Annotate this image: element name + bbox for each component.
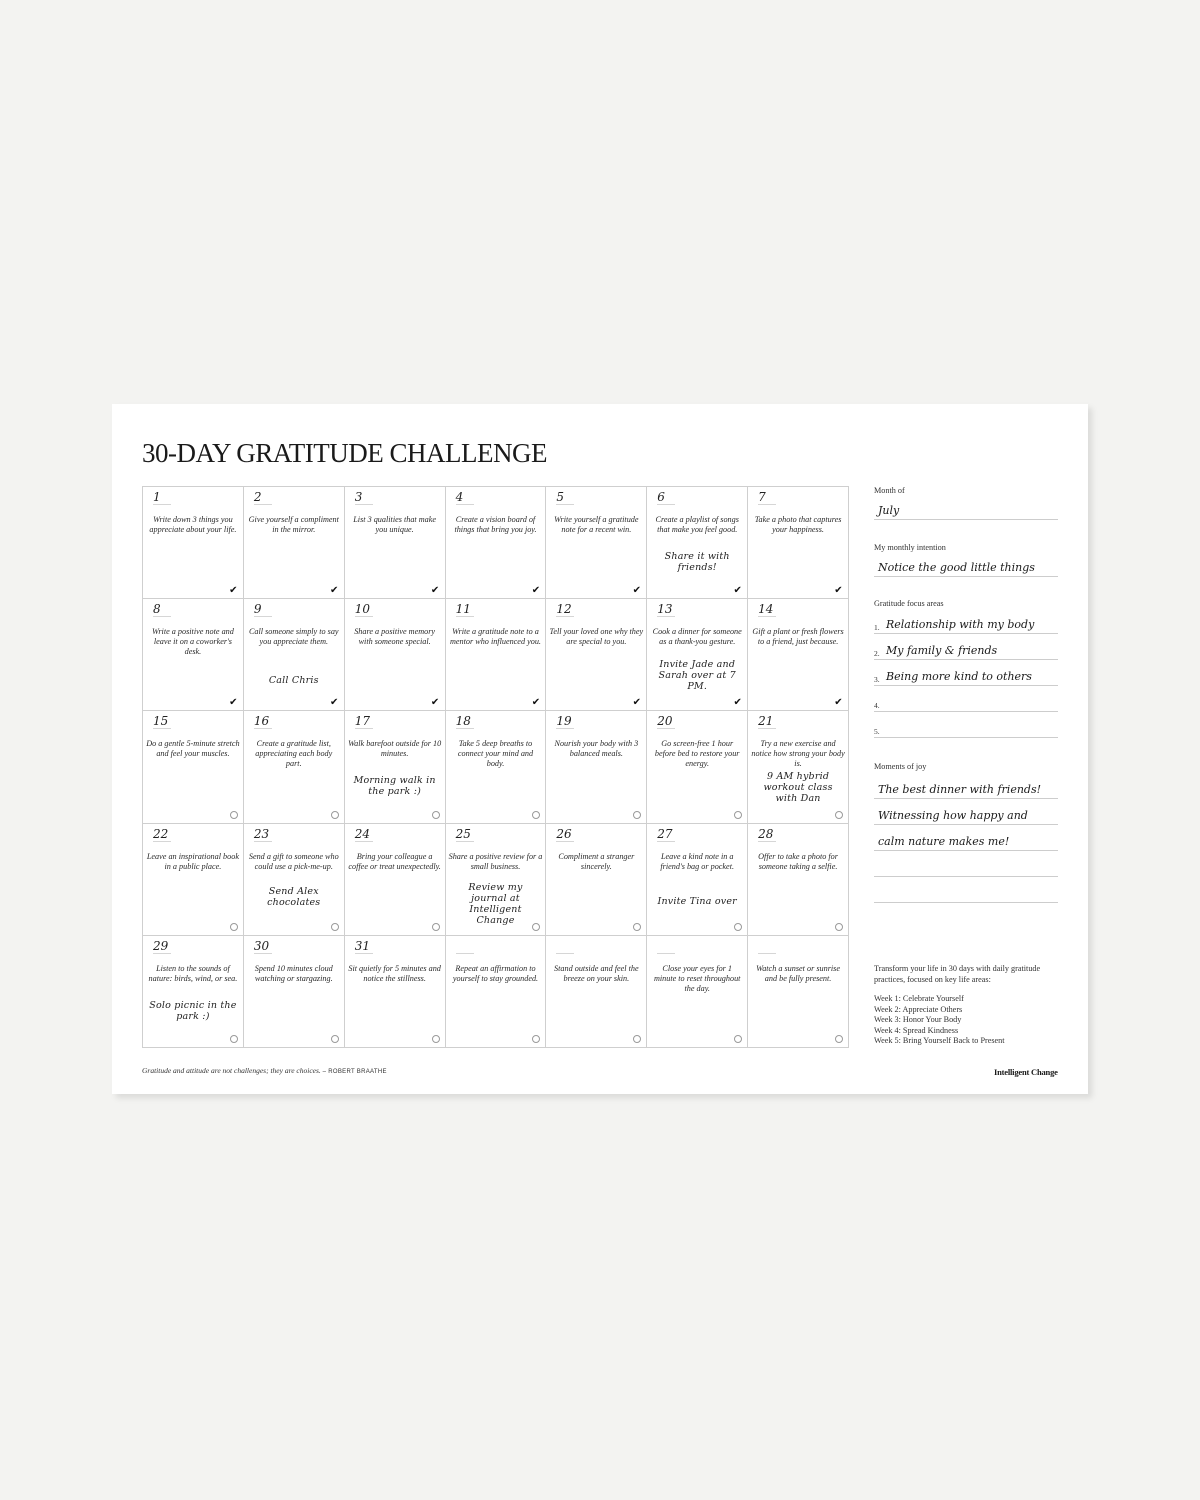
day-cell[interactable] xyxy=(244,599,345,711)
focus-number: 4. xyxy=(874,701,880,710)
day-cell[interactable] xyxy=(546,711,647,823)
day-number: 15 xyxy=(153,714,171,729)
day-note[interactable]: Morning walk in the park :) xyxy=(353,775,436,798)
day-prompt: List 3 qualities that make you unique. xyxy=(353,515,437,534)
empty-circle-icon[interactable] xyxy=(331,811,339,819)
day-number: 25 xyxy=(456,827,474,842)
day-note[interactable]: Send Alex chocolates xyxy=(267,885,321,908)
day-prompt: Create a playlist of songs that make you feel good. xyxy=(655,515,739,534)
day-cell[interactable] xyxy=(446,936,547,1048)
day-number: 1 xyxy=(153,490,171,505)
quote xyxy=(142,1066,387,1075)
day-cell[interactable] xyxy=(647,824,748,936)
day-cell[interactable] xyxy=(345,599,446,711)
intention-label: My monthly intention xyxy=(874,543,946,552)
empty-circle-icon[interactable] xyxy=(532,811,540,819)
day-number: 27 xyxy=(657,827,675,842)
day-number: 2 xyxy=(254,490,272,505)
day-prompt: Sit quietly for 5 minutes and notice the stillness. xyxy=(348,963,441,983)
check-icon[interactable]: ✔ xyxy=(330,697,339,709)
day-note[interactable]: Review my journal at Intelligent Change xyxy=(468,881,523,926)
focus-area-4[interactable] xyxy=(874,694,1058,712)
day-prompt: Tell your loved one why they are special to you. xyxy=(549,627,644,647)
day-number xyxy=(456,939,474,954)
check-icon[interactable]: ✔ xyxy=(430,585,440,597)
day-number: 19 xyxy=(556,714,574,729)
day-note[interactable]: Solo picnic in the park :) xyxy=(149,999,237,1022)
day-prompt: Write a gratitude note to a mentor who influenced you. xyxy=(450,627,541,647)
day-cell[interactable] xyxy=(748,936,849,1048)
day-note[interactable]: Invite Tina over xyxy=(657,895,737,907)
day-prompt: Offer to take a photo for someone taking a selfie. xyxy=(758,851,838,871)
day-cell[interactable] xyxy=(647,487,748,599)
weeks-list xyxy=(874,994,1005,1047)
day-number xyxy=(758,939,776,954)
empty-circle-icon[interactable] xyxy=(230,811,238,819)
day-number: 7 xyxy=(758,490,776,505)
week-item: Week 1: Celebrate Yourself xyxy=(874,994,964,1003)
day-note[interactable]: Call Chris xyxy=(268,675,319,687)
day-prompt: Share a positive memory with someone special. xyxy=(354,627,436,647)
day-cell[interactable] xyxy=(143,711,244,823)
day-prompt: Cook a dinner for someone as a thank-you gesture. xyxy=(652,627,742,647)
day-prompt: Give yourself a compliment in the mirror. xyxy=(248,515,339,534)
day-prompt: Leave an inspirational book in a public place. xyxy=(146,851,239,871)
day-note[interactable]: 9 AM hybrid workout class with Dan xyxy=(763,771,833,805)
day-prompt: Take 5 deep breaths to connect your mind and body. xyxy=(457,739,534,769)
day-number: 29 xyxy=(153,939,171,954)
day-number: 18 xyxy=(456,714,474,729)
joy-line-5[interactable] xyxy=(874,885,1058,903)
focus-area-5[interactable] xyxy=(874,720,1058,738)
day-cell[interactable] xyxy=(446,824,547,936)
day-cell[interactable] xyxy=(647,711,748,823)
check-icon[interactable]: ✔ xyxy=(834,585,843,597)
day-prompt: Leave a kind note in a friend's bag or pocket. xyxy=(660,851,735,871)
check-icon[interactable]: ✔ xyxy=(733,697,742,709)
day-number: 9 xyxy=(254,602,272,617)
page-title: 30-DAY GRATITUDE CHALLENGE xyxy=(142,438,547,468)
check-icon[interactable]: ✔ xyxy=(632,697,641,709)
day-cell[interactable] xyxy=(748,824,849,936)
intention-field[interactable]: Notice the good little things xyxy=(874,559,1058,577)
day-cell[interactable] xyxy=(244,711,345,823)
empty-circle-icon[interactable] xyxy=(734,923,742,931)
day-cell[interactable] xyxy=(546,599,647,711)
day-cell[interactable] xyxy=(446,487,547,599)
day-cell[interactable] xyxy=(345,487,446,599)
day-note[interactable]: Share it with friends! xyxy=(664,551,730,573)
empty-circle-icon[interactable] xyxy=(633,811,641,819)
empty-circle-icon[interactable] xyxy=(432,1035,440,1043)
day-cell[interactable] xyxy=(143,599,244,711)
day-cell[interactable] xyxy=(244,487,345,599)
day-prompt: Bring your colleague a coffee or treat unexpectedly. xyxy=(348,851,441,871)
quote-author: – ROBERT BRAATHE xyxy=(322,1069,387,1075)
focus-number: 3. xyxy=(874,675,880,684)
day-prompt: Go screen-free 1 hour before bed to restore your energy. xyxy=(654,739,740,769)
day-prompt: Try a new exercise and notice how strong your body is. xyxy=(751,739,845,769)
day-number: 16 xyxy=(254,714,272,729)
empty-circle-icon[interactable] xyxy=(432,811,440,819)
day-number: 13 xyxy=(657,602,675,617)
empty-circle-icon[interactable] xyxy=(734,811,742,819)
day-prompt: Create a vision board of things that bring you joy. xyxy=(454,515,537,534)
day-cell[interactable] xyxy=(748,711,849,823)
day-prompt: Stand outside and feel the breeze on your skin. xyxy=(554,963,639,983)
month-field[interactable]: July xyxy=(874,502,1058,520)
day-number xyxy=(657,939,675,954)
empty-circle-icon[interactable] xyxy=(230,923,238,931)
day-cell[interactable] xyxy=(647,599,748,711)
day-prompt: Spend 10 minutes cloud watching or stargazing. xyxy=(254,963,333,983)
day-number: 31 xyxy=(355,939,373,954)
day-cell[interactable] xyxy=(546,936,647,1048)
joy-line-1[interactable]: The best dinner with friends! xyxy=(874,781,1058,799)
week-item: Week 5: Bring Yourself Back to Present xyxy=(874,1036,1005,1045)
day-cell[interactable] xyxy=(244,824,345,936)
day-number: 11 xyxy=(456,602,474,617)
day-prompt: Compliment a stranger sincerely. xyxy=(558,851,635,871)
focus-text: Being more kind to others xyxy=(886,670,1032,683)
day-cell[interactable] xyxy=(345,711,446,823)
day-number: 3 xyxy=(355,490,373,505)
day-cell[interactable] xyxy=(748,487,849,599)
empty-circle-icon[interactable] xyxy=(633,1035,641,1043)
day-number: 5 xyxy=(556,490,574,505)
empty-circle-icon[interactable] xyxy=(633,923,641,931)
day-number: 4 xyxy=(456,490,474,505)
empty-circle-icon[interactable] xyxy=(734,1035,742,1043)
joy-line-2[interactable]: Witnessing how happy and xyxy=(874,807,1058,825)
day-cell[interactable] xyxy=(748,599,849,711)
week-item: Week 4: Spread Kindness xyxy=(874,1025,959,1035)
day-number: 22 xyxy=(153,827,171,842)
empty-circle-icon[interactable] xyxy=(432,923,440,931)
week-item: Week 2: Appreciate Others xyxy=(874,1004,963,1014)
day-note[interactable]: Invite Jade and Sarah over at 7 PM. xyxy=(658,659,736,693)
day-number: 21 xyxy=(758,714,776,729)
day-prompt: Gift a plant or fresh flowers to a friend, just because. xyxy=(752,627,844,647)
day-prompt: Send a gift to someone who could use a pick-me-up. xyxy=(248,851,339,871)
day-number: 14 xyxy=(758,602,776,617)
joy-line-4[interactable] xyxy=(874,859,1058,877)
focus-label: Gratitude focus areas xyxy=(874,599,944,608)
check-icon[interactable]: ✔ xyxy=(330,585,339,597)
focus-area-2[interactable] xyxy=(874,642,1058,660)
challenge-description: Transform your life in 30 days with daily gratitude practices, focused on key life areas: xyxy=(874,964,1041,984)
day-cell[interactable] xyxy=(647,936,748,1048)
day-prompt: Call someone simply to say you appreciate them. xyxy=(248,627,339,647)
joy-label: Moments of joy xyxy=(874,762,927,771)
day-prompt: Take a photo that captures your happiness. xyxy=(754,515,842,534)
day-number: 23 xyxy=(254,827,272,842)
focus-text: Relationship with my body xyxy=(886,618,1035,631)
day-prompt: Walk barefoot outside for 10 minutes. xyxy=(348,739,442,759)
day-number: 6 xyxy=(657,490,675,505)
day-number: 20 xyxy=(657,714,675,729)
calendar-grid xyxy=(142,486,849,1048)
empty-circle-icon[interactable] xyxy=(331,923,339,931)
brand-logo: Intelligent Change xyxy=(994,1067,1058,1077)
day-prompt: Write a positive note and leave it on a coworker's desk. xyxy=(151,627,234,657)
day-number: 26 xyxy=(556,827,574,842)
week-item: Week 3: Honor Your Body xyxy=(874,1015,962,1024)
check-icon[interactable]: ✔ xyxy=(229,697,238,709)
day-cell[interactable] xyxy=(446,711,547,823)
day-prompt: Create a gratitude list, appreciating each body part. xyxy=(255,739,333,769)
day-prompt: Listen to the sounds of nature: birds, wind, or sea. xyxy=(148,963,238,983)
day-prompt: Share a positive review for a small business. xyxy=(448,851,543,871)
check-icon[interactable]: ✔ xyxy=(733,585,742,597)
check-icon[interactable]: ✔ xyxy=(229,585,238,597)
empty-circle-icon[interactable] xyxy=(835,811,843,819)
focus-number: 1. xyxy=(874,623,880,632)
day-number: 17 xyxy=(355,714,373,729)
focus-number: 2. xyxy=(874,649,880,658)
empty-circle-icon[interactable] xyxy=(532,1035,540,1043)
month-label: Month of xyxy=(874,486,905,495)
day-prompt: Write down 3 things you appreciate about your life. xyxy=(149,515,237,534)
empty-circle-icon[interactable] xyxy=(230,1035,238,1043)
day-number: 8 xyxy=(153,602,171,617)
check-icon[interactable]: ✔ xyxy=(531,585,541,597)
focus-text: My family & friends xyxy=(886,644,998,657)
day-number: 30 xyxy=(254,939,272,954)
day-cell[interactable] xyxy=(143,824,244,936)
day-prompt: Close your eyes for 1 minute to reset throughout the day. xyxy=(653,963,741,993)
day-cell[interactable] xyxy=(546,487,647,599)
empty-circle-icon[interactable] xyxy=(532,923,540,931)
focus-number: 5. xyxy=(874,727,880,736)
check-icon[interactable]: ✔ xyxy=(834,697,843,709)
day-cell[interactable] xyxy=(546,824,647,936)
day-number xyxy=(556,939,574,954)
challenge-sheet xyxy=(112,404,1088,1094)
check-icon[interactable]: ✔ xyxy=(531,697,541,709)
day-number: 24 xyxy=(355,827,373,842)
day-cell[interactable] xyxy=(244,936,345,1048)
empty-circle-icon[interactable] xyxy=(835,923,843,931)
day-prompt: Repeat an affirmation to yourself to stay grounded. xyxy=(452,963,539,983)
day-number: 28 xyxy=(758,827,776,842)
day-cell[interactable] xyxy=(446,599,547,711)
day-number: 12 xyxy=(556,602,574,617)
day-cell[interactable] xyxy=(143,487,244,599)
day-cell[interactable] xyxy=(345,936,446,1048)
day-number: 10 xyxy=(355,602,373,617)
empty-circle-icon[interactable] xyxy=(331,1035,339,1043)
day-prompt: Nourish your body with 3 balanced meals. xyxy=(554,739,639,759)
focus-area-1[interactable] xyxy=(874,616,1058,634)
day-cell[interactable] xyxy=(143,936,244,1048)
day-cell[interactable] xyxy=(345,824,446,936)
day-prompt: Write yourself a gratitude note for a recent win. xyxy=(554,515,639,534)
check-icon[interactable]: ✔ xyxy=(632,585,641,597)
day-prompt: Do a gentle 5-minute stretch and feel your muscles. xyxy=(146,739,240,759)
quote-text: Gratitude and attitude are not challenges; they are choices. xyxy=(142,1066,321,1075)
day-prompt: Watch a sunset or sunrise and be fully present. xyxy=(756,963,840,983)
focus-area-3[interactable] xyxy=(874,668,1058,686)
check-icon[interactable]: ✔ xyxy=(430,697,440,709)
empty-circle-icon[interactable] xyxy=(835,1035,843,1043)
joy-line-3[interactable]: calm nature makes me! xyxy=(874,833,1058,851)
